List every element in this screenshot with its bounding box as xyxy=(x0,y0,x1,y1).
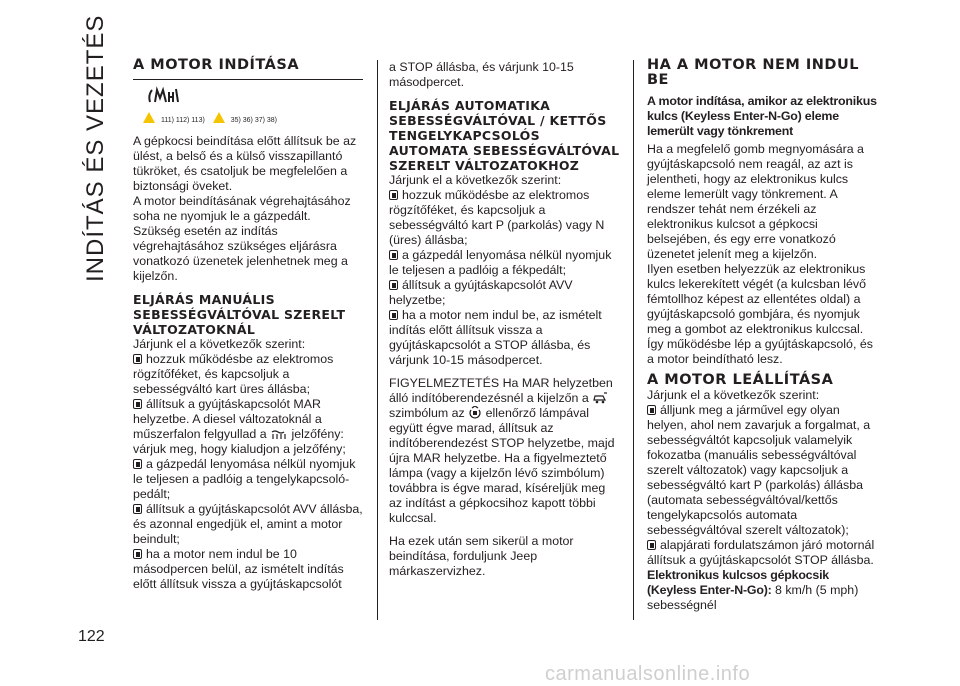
section-heading: HA A MOTOR NEM INDUL BE xyxy=(647,57,859,88)
list-item: hozzuk működésbe az elektromos rögzítőféket, és kapcsoljuk a sebességváltó kart P (parkolás) vagy N (üres) állásba; xyxy=(389,188,605,247)
bullet-icon xyxy=(389,190,398,200)
intro-text: Járjunk el a következők szerint: xyxy=(133,337,306,351)
intro-text: Járjunk el a következők szerint: xyxy=(647,388,820,402)
list-item: a gázpedál lenyomása nélkül nyomjuk le teljesen a padlóig a tengelykapcsoló-pedált; xyxy=(133,457,356,501)
bullet-icon xyxy=(133,399,142,409)
heading-rule xyxy=(133,79,363,80)
reference-markers: 111) 112) 113) 35) 36) 37) 38) xyxy=(143,112,277,128)
column-separator xyxy=(377,60,378,620)
subheading: A motor indítása, amikor az elektronikus kulcs (Keyless Enter-N-Go) eleme lemerült vagy tönkrement xyxy=(647,94,877,138)
bullet-icon xyxy=(133,354,142,364)
warning-paragraph: FIGYELMEZTETÉS Ha MAR helyzetben álló indítóberendezésnél a kijelzőn a szimbólum az ellenőrző lámpával együtt égve marad, állítsuk az indítóberendezést STOP helyzetbe, majd újra MAR helyzetbe. Ha a figyelmeztető lámpa (vagy a kijelzőn lévő szimbólum) továbbra is égve marad, kíséreljük meg az indítást a gépkocsihoz kapott többi kulccsal. xyxy=(389,376,615,525)
paragraph: A gépkocsi beindítása előtt állítsuk be az ülést, a belső és a külső visszapillantó tükröket, és csatoljuk be megfelelően a biztonsági öveket. xyxy=(133,134,357,193)
intro-text: Járjunk el a következők szerint: xyxy=(389,173,562,187)
paragraph: Ha a megfelelő gomb megnyomására a gyújtáskapcsoló nem reagál, az azt is jelentheti, hogy az elektronikus kulcs eleme lemerült vagy tönkrement. A rendszer tehát nem érzékeli az elektronikus kulcsot a gépkocsi belsejében, és egy erre vonatkozó üzenetet jelenít meg a kijelzőn. xyxy=(647,142,864,261)
chapter-title-text: INDÍTÁS ÉS VEZETÉS xyxy=(82,14,109,282)
column-3 xyxy=(647,58,879,613)
section-heading: A MOTOR INDÍTÁSA xyxy=(133,57,300,73)
list-item: álljunk meg a járművel egy olyan helyen, ahol nem zavarjuk a forgalmat, a sebességváltót kapcsoljuk valamelyik fokozatba (manuális sebességváltóval szerelt változatok) vagy kapcsoljuk a sebességváltó kart P (parkolás) állásba (automata sebességváltóval/kettős tengelykapcsolós automata sebességváltóval szerelt változatok); xyxy=(647,403,871,537)
list-item: állítsuk a gyújtáskapcsolót AVV helyzetbe; xyxy=(389,278,573,307)
subsection-heading: ELJÁRÁS MANUÁLIS SEBESSÉGVÁLTÓVAL SZERELT VÁLTOZATOKNÁL xyxy=(133,292,346,337)
list-item: hozzuk működésbe az elektromos rögzítőféket, és kapcsoljuk a sebességváltó kart üres állásba; xyxy=(133,352,334,396)
bullet-icon xyxy=(389,310,398,320)
list-item: állítsuk a gyújtáskapcsolót AVV állásba, és azonnal engedjük el, amint a motor beindult; xyxy=(133,502,363,546)
column-2 xyxy=(389,60,621,579)
car-key-symbol-icon xyxy=(592,392,608,404)
column-separator xyxy=(633,60,634,620)
column-1 xyxy=(133,58,363,592)
keyless-go-icon xyxy=(147,86,181,104)
list-item: állítsuk a gyújtáskapcsolót MAR helyzetbe. A diesel változatoknál a műszerfalon felgyullad a jelzőfény: várjuk meg, hogy kialudjon a jelzőfény; xyxy=(133,397,346,456)
reference-icons xyxy=(133,86,363,134)
paragraph: Ha ezek után sem sikerül a motor beindítása, forduljunk Jeep márkaszervizhez. xyxy=(389,534,574,578)
section-heading: A MOTOR LEÁLLÍTÁSA xyxy=(647,372,834,388)
bullet-icon xyxy=(389,280,398,290)
bullet-icon xyxy=(133,504,142,514)
glow-plug-icon xyxy=(270,430,288,440)
paragraph: Ilyen esetben helyezzük az elektronikus kulcs lekerekített végét (a kulcsban lévő fémtollhoz képest az ellentétes oldal) a gyújtáskapcsoló gombjára, és nyomjuk meg a gombot az elektronikus kulccsal. Így működésbe lép a gyújtáskapcsoló, és a motor beindítható lesz. xyxy=(647,262,873,366)
list-item: a gázpedál lenyomása nélkül nyomjuk le teljesen a padlóig a fékpedált; xyxy=(389,248,612,277)
paragraph: Szükség esetén az indítás végrehajtásához szükséges eljárásra vonatkozó üzenetek jelenhetnek meg a kijelzőn. xyxy=(133,224,348,283)
bullet-icon xyxy=(389,250,398,260)
bullet-icon xyxy=(647,405,656,415)
list-item: ha a motor nem indul be, az ismételt indítás előtt állítsuk vissza a gyújtáskapcsolót a STOP állásba, és várjunk 10-15 másodpercet. xyxy=(389,308,602,367)
bullet-icon xyxy=(133,549,142,559)
list-item: ha a motor nem indul be 10 másodpercen belül, az ismételt indítás előtt állítsuk vissza a gyújtáskapcsolót xyxy=(133,547,344,591)
immobilizer-lamp-icon xyxy=(468,406,482,419)
watermark: carmanualsonline.info xyxy=(545,663,751,685)
subsection-heading: ELJÁRÁS AUTOMATIKA SEBESSÉGVÁLTÓVAL / KETTŐS TENGELYKAPCSOLÓS AUTOMATA SEBESSÉGVÁLTÓVAL SZERELT VÁLTOZATOKHOZ xyxy=(389,98,620,173)
bullet-icon xyxy=(647,540,656,550)
chapter-sidebar-title xyxy=(82,14,112,282)
page-number: 122 xyxy=(78,628,105,645)
paragraph: a STOP állásba, és várjunk 10-15 másodpercet. xyxy=(389,60,574,89)
warning-triangle-icon xyxy=(143,112,155,123)
bullet-icon xyxy=(133,459,142,469)
caution-triangle-icon xyxy=(213,112,225,123)
paragraph: A motor beindításának végrehajtásához soha ne nyomjuk le a gázpedált. xyxy=(133,194,351,223)
paragraph: Elektronikus kulcsos gépkocsik (Keyless Enter-N-Go): 8 km/h (5 mph) sebességnél xyxy=(647,568,859,612)
list-item: alapjárati fordulatszámon járó motornál állítsuk a gyújtáskapcsolót STOP állásba. xyxy=(647,538,875,567)
